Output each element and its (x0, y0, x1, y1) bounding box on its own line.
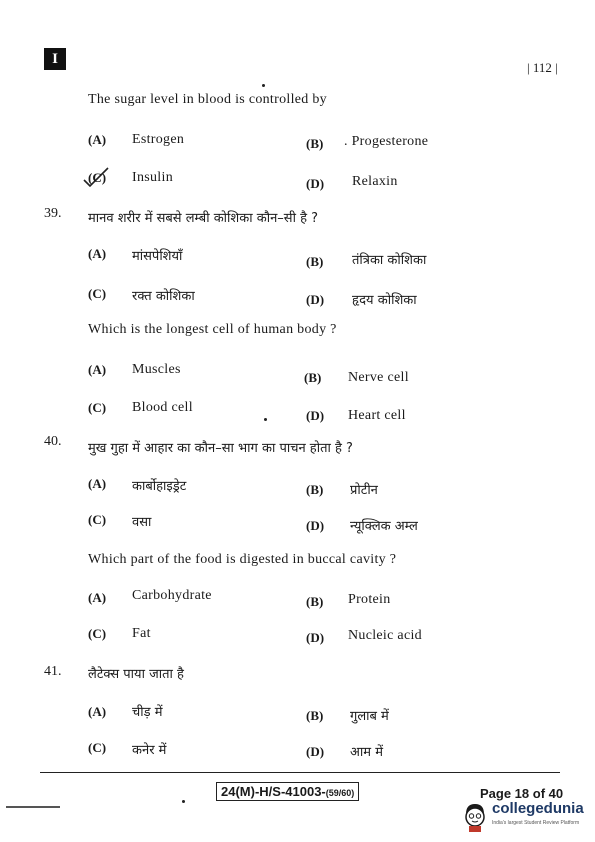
q41-option-b: गुलाब में (350, 709, 389, 724)
scan-edge-mark (6, 806, 60, 808)
q39-en-option-c: Blood cell (132, 400, 193, 415)
q38-option-c-label: (C) (88, 170, 107, 185)
q39-hi-option-d: हृदय कोशिका (352, 293, 417, 308)
q39-hi-option-a-label: (A) (88, 246, 107, 261)
q41-question-hi: लैटेक्स पाया जाता है (88, 667, 184, 682)
student-avatar-icon (462, 802, 488, 832)
paper-code (216, 782, 359, 801)
q39-hi-option-b-label: (B) (306, 254, 324, 269)
q38-option-a: Estrogen (132, 132, 185, 147)
page-number-top: | 112 | (527, 60, 558, 75)
q41-option-c: कनेर में (132, 743, 167, 758)
q39-en-option-c-label: (C) (88, 400, 107, 415)
q39-en-option-a-label: (A) (88, 362, 107, 377)
q40-hi-option-b-label: (B) (306, 482, 324, 497)
scan-speck (264, 418, 267, 421)
q40-en-option-b-label: (B) (306, 594, 324, 609)
scan-speck (182, 800, 185, 803)
logo-text: collegedunia (492, 800, 584, 817)
q41-option-c-label: (C) (88, 740, 107, 755)
q39-question-hi: मानव शरीर में सबसे लम्बी कोशिका कौन–सी है ? (88, 211, 319, 226)
q40-hi-option-a-label: (A) (88, 476, 107, 491)
q41-option-a: चीड़ में (132, 705, 163, 720)
q40-en-option-d: Nucleic acid (348, 628, 422, 643)
q39-question-en: Which is the longest cell of human body ? (88, 322, 337, 337)
q38-option-b-label: (B) (306, 136, 324, 151)
q40-en-option-d-label: (D) (306, 630, 325, 645)
q39-en-option-a: Muscles (132, 362, 181, 377)
q41-option-d-label: (D) (306, 744, 325, 759)
q41-number: 41. (44, 664, 62, 679)
q40-number: 40. (44, 434, 62, 449)
q40-question-hi: मुख गुहा में आहार का कौन–सा भाग का पाचन होता है ? (88, 441, 353, 456)
q39-number: 39. (44, 206, 62, 221)
paper-code-small: (59/60) (325, 788, 355, 798)
q39-hi-option-a: मांसपेशियाँ (132, 249, 183, 264)
footer-divider (40, 772, 560, 773)
section-badge: I (44, 48, 66, 70)
q40-hi-option-d: न्यूक्लिक अम्ल (350, 519, 418, 534)
q38-option-a-label: (A) (88, 132, 107, 147)
q40-en-option-a-label: (A) (88, 590, 107, 605)
q40-hi-option-c: वसा (132, 515, 152, 530)
collegedunia-logo (462, 798, 590, 838)
q40-hi-option-b: प्रोटीन (350, 483, 378, 498)
q40-en-option-c: Fat (132, 626, 151, 641)
q39-hi-option-c-label: (C) (88, 286, 107, 301)
q41-option-a-label: (A) (88, 704, 107, 719)
q40-hi-option-c-label: (C) (88, 512, 107, 527)
q39-hi-option-d-label: (D) (306, 292, 325, 307)
q41-option-d: आम में (350, 745, 383, 760)
q39-en-option-d: Heart cell (348, 408, 406, 423)
q41-option-b-label: (B) (306, 708, 324, 723)
q38-option-b: . Progesterone (344, 134, 429, 149)
q40-en-option-a: Carbohydrate (132, 588, 212, 603)
q38-option-d-label: (D) (306, 176, 325, 191)
q38-option-d: Relaxin (352, 174, 398, 189)
q40-question-en: Which part of the food is digested in buccal cavity ? (88, 552, 397, 567)
q39-en-option-b: Nerve cell (348, 370, 409, 385)
page-count: Page 18 of 40 (480, 786, 564, 801)
q39-en-option-d-label: (D) (306, 408, 325, 423)
q38-option-c: Insulin (132, 170, 173, 185)
scan-speck (262, 84, 265, 87)
q40-en-option-c-label: (C) (88, 626, 107, 641)
q39-hi-option-c: रक्त कोशिका (132, 289, 195, 304)
q40-en-option-b: Protein (348, 592, 391, 607)
q39-en-option-b-label: (B) (304, 370, 322, 385)
q39-hi-option-b: तंत्रिका कोशिका (352, 253, 427, 268)
q38-question: The sugar level in blood is controlled by (88, 92, 327, 107)
logo-tagline: India's largest Student Review Platform (492, 820, 580, 826)
q40-hi-option-a: कार्बोहाइड्रेट (132, 479, 187, 494)
paper-code-main: 24(M)-H/S-41003- (221, 784, 326, 799)
q40-hi-option-d-label: (D) (306, 518, 325, 533)
